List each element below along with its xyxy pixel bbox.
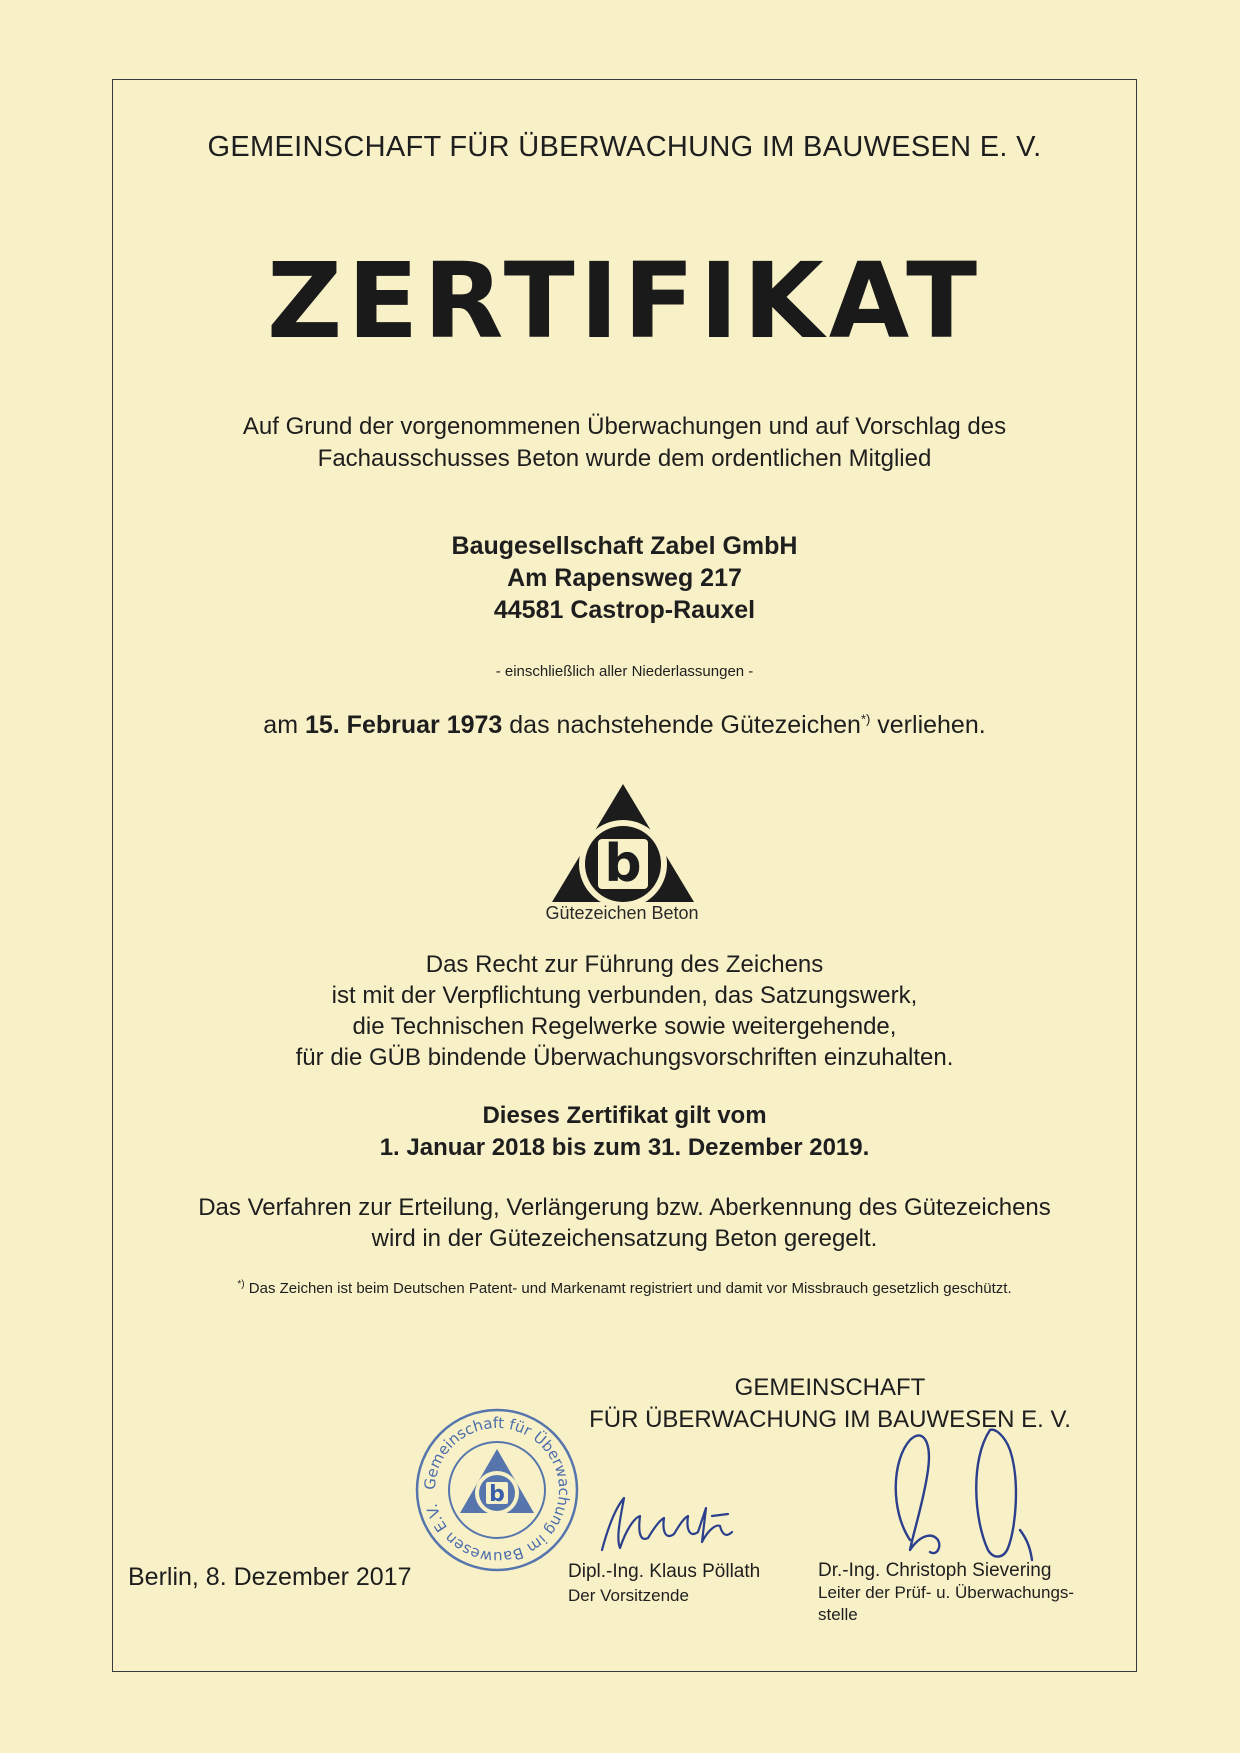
signer-1-name: Dipl.-Ing. Klaus Pöllath <box>568 1561 761 1582</box>
granted-date: 15. Februar 1973 <box>304 711 503 739</box>
signature-sievering <box>870 1420 1060 1580</box>
validity-line-1: Dieses Zertifikat gilt vom <box>482 1102 767 1129</box>
company-name: Baugesellschaft Zabel GmbH <box>451 532 798 560</box>
seal-letter: b <box>489 1482 505 1507</box>
signer-2 <box>818 1560 1098 1626</box>
issuing-organization: GEMEINSCHAFT FÜR ÜBERWACHUNG IM BAUWESEN E. V. <box>207 131 1042 163</box>
footnote <box>112 1279 1137 1297</box>
intro-line-2: Fachausschusses Beton wurde dem ordentlichen Mitglied <box>317 445 932 472</box>
signer-1-role: Der Vorsitzende <box>568 1586 689 1605</box>
seal-stamp-icon <box>412 1405 582 1575</box>
company-street: Am Rapensweg 217 <box>507 564 742 592</box>
validity-line-2: 1. Januar 2018 bis zum 31. Dezember 2019. <box>379 1134 870 1161</box>
company-address <box>112 530 1137 626</box>
page-title: ZERTIFIKAT <box>266 240 983 362</box>
signature-poellath <box>590 1480 790 1565</box>
granted-suffix: verliehen. <box>877 711 986 739</box>
place-date: Berlin, 8. Dezember 2017 <box>128 1563 412 1591</box>
rights-line-1: Das Recht zur Führung des Zeichens <box>425 951 824 978</box>
footnote-mark: *) <box>237 1279 245 1290</box>
seal-text: Gemeinschaft für Überwachung im Bauwesen E.V. <box>420 1413 574 1567</box>
granted-statement <box>112 711 1137 740</box>
rights-line-4: für die GÜB bindende Überwachungsvorschriften einzuhalten. <box>295 1044 954 1071</box>
signer-1 <box>568 1560 760 1608</box>
footnote-marker: *) <box>860 711 871 727</box>
procedure-text <box>112 1192 1137 1254</box>
granted-middle: das nachstehende Gütezeichen <box>509 711 861 739</box>
procedure-line-1: Das Verfahren zur Erteilung, Verlängerung bzw. Aberkennung des Gütezeichens <box>198 1194 1051 1221</box>
signature-org-line-1: GEMEINSCHAFT <box>734 1374 926 1401</box>
signer-2-name: Dr.-Ing. Christoph Sievering <box>818 1560 1052 1581</box>
intro-line-1: Auf Grund der vorgenommenen Überwachungen und auf Vorschlag des <box>242 413 1007 440</box>
signer-2-role-line-2: stelle <box>818 1605 858 1624</box>
procedure-line-2: wird in der Gütezeichensatzung Beton geregelt. <box>371 1225 878 1252</box>
rights-text <box>112 949 1137 1073</box>
signer-2-role-line-1: Leiter der Prüf- u. Überwachungs- <box>818 1583 1075 1602</box>
rights-line-3: die Technischen Regelwerke sowie weitergehende, <box>352 1013 897 1040</box>
signature-org-line-2: FÜR ÜBERWACHUNG IM BAUWESEN E. V. <box>589 1406 1071 1433</box>
quality-mark-letter: b <box>604 834 642 894</box>
validity-statement <box>112 1100 1137 1164</box>
granted-prefix: am <box>263 711 299 739</box>
quality-mark-label: Gütezeichen Beton <box>545 903 699 923</box>
intro-text <box>112 411 1137 475</box>
official-seal <box>412 1405 582 1575</box>
company-city: 44581 Castrop-Rauxel <box>493 596 756 624</box>
footnote-text: Das Zeichen ist beim Deutschen Patent- und Markenamt registriert und damit vor Missbrauch gesetzlich geschützt. <box>248 1280 1012 1297</box>
inclusion-note: - einschließlich aller Niederlassungen - <box>495 663 754 680</box>
rights-line-2: ist mit der Verpflichtung verbunden, das Satzungswerk, <box>331 982 918 1009</box>
